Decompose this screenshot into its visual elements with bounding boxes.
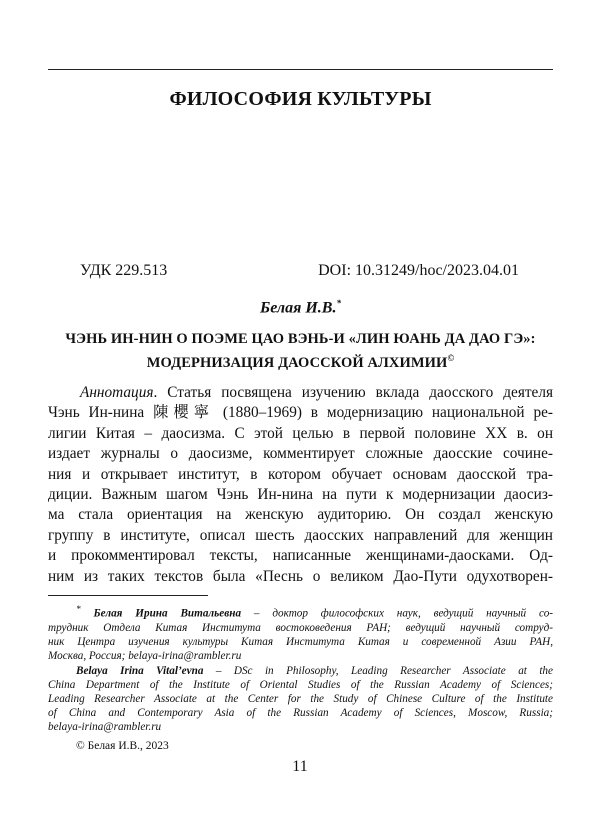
page-number: 11 <box>292 758 308 775</box>
abstract-line: Чэнь Ин-нина 陳櫻寧 (1880–1969) в модернизацию национальной ре- <box>48 404 553 422</box>
paper-title <box>60 330 541 373</box>
abstract-label: Аннотация <box>80 384 154 401</box>
footnote-ru-text: – доктор философских наук, ведущий научный со- <box>241 607 553 620</box>
header-rule <box>48 69 553 70</box>
footnote-ru-mark: * <box>76 605 81 615</box>
abstract-line: ния и открывает институт, в котором обучает основам даосской тра- <box>48 465 553 483</box>
footnote-ru-line: ник Центра изучения культуры Китая Института Китая и современной Азии РАН, <box>48 636 553 649</box>
paper-title-line-1: ЧЭНЬ ИН-НИН О ПОЭМЕ ЦАО ВЭНЬ-И «ЛИН ЮАНЬ ДА ДАО ГЭ»: <box>65 331 536 347</box>
section-title: ФИЛОСОФИЯ КУЛЬТУРЫ <box>169 88 432 110</box>
footnote-en-line: China Department of the Institute of Oriental Studies of the Russian Academy of Sciences; <box>48 678 553 691</box>
udk-code: УДК 229.513 <box>80 262 168 279</box>
abstract-line: и прокомментировал тексты, написанные женщинами-даосками. Од- <box>48 547 553 565</box>
doi-link[interactable]: DOI: 10.31249/hoc/2023.04.01 <box>318 262 519 279</box>
footnote-ru-line <box>48 603 553 621</box>
footnote-en-line: Leading Researcher Associate at the Center for the Study of Chinese Culture of the Institute <box>48 692 553 705</box>
footnote-rule <box>48 595 208 596</box>
author-name-text: Белая И.В. <box>260 299 337 317</box>
footnote-en-email[interactable]: belaya-irina@rambler.ru <box>48 721 162 734</box>
abstract-line: ма стала ориентация на женскую аудиторию. Он создал женскую <box>48 506 553 524</box>
footnote-en-name: Belaya Irina Vital’evna <box>76 664 204 677</box>
footnote-ru-line: трудник Отдела Китая Института востоковедения РАН; ведущий научный сотруд- <box>48 621 553 634</box>
abstract-line: группу в институте, описал шесть даосских направлений для женщин <box>48 526 553 544</box>
footnote-en-text: – DSc in Philosophy, Leading Researcher Associate at the <box>203 664 553 677</box>
abstract-line-text: . Статья посвящена изучению вклада даосского деятеля <box>153 384 553 401</box>
abstract-line: ним из таких текстов была «Песнь о великом Дао-Пути одухотворен- <box>48 567 553 585</box>
footnote-en-line <box>48 664 553 678</box>
author-name <box>48 298 553 317</box>
footnote-ru-name: Белая Ирина Витальевна <box>93 607 242 620</box>
footnote-en-line: of China and Contemporary Asia of the Russian Academy of Sciences, Moscow, Russia; <box>48 707 553 720</box>
paper-title-line-2 <box>60 349 541 373</box>
footnote-ru-email[interactable]: Москва, Россия; belaya-irina@rambler.ru <box>48 650 242 663</box>
footnotes <box>48 603 553 735</box>
abstract-line: издает журналы о даосизме, комментирует сложные даосские сочине- <box>48 445 553 463</box>
copyright-line: © Белая И.В., 2023 <box>76 740 169 752</box>
abstract-line: диции. Важным шагом Чэнь Ин-нина на пути к модернизации даосиз- <box>48 486 553 504</box>
abstract-line: лигии Китая – даосизма. С этой целью в первой половине XX в. он <box>48 424 553 442</box>
paper-title-line-2-text: МОДЕРНИЗАЦИЯ ДАОССКОЙ АЛХИМИИ <box>146 354 448 371</box>
abstract <box>48 383 553 587</box>
copyright-mark: © <box>447 353 455 363</box>
author-footnote-mark[interactable]: * <box>336 298 341 308</box>
abstract-line <box>48 383 553 403</box>
